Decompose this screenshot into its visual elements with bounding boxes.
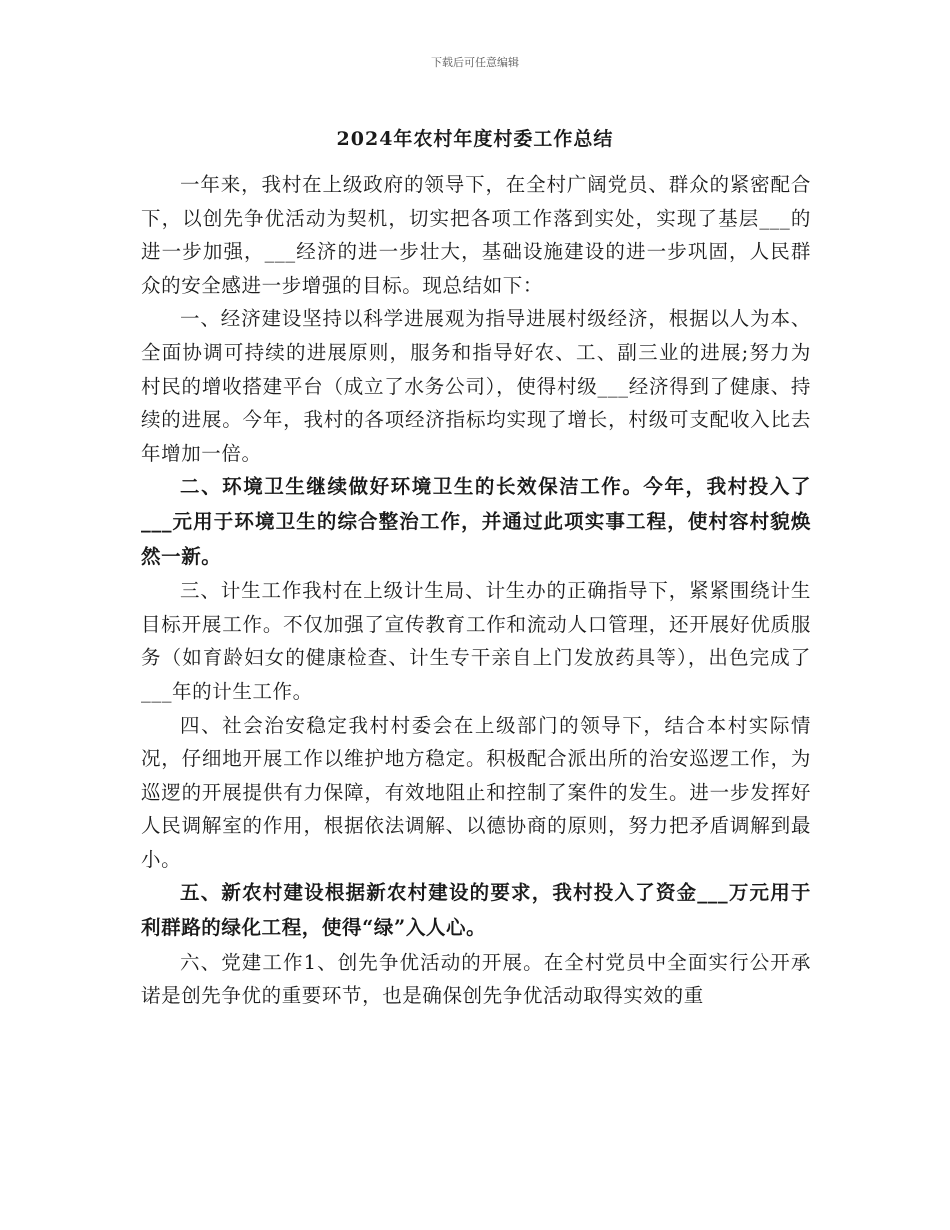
page-header-note: 下载后可任意编辑 bbox=[431, 56, 519, 69]
paragraph-new-countryside: 五、新农村建设根据新农村建设的要求，我村投入了资金___万元用于利群路的绿化工程，使得“绿”入人心。 bbox=[141, 881, 811, 940]
document-title: 2024年农村年度村委工作总结 bbox=[336, 128, 614, 150]
document-body bbox=[141, 168, 811, 1013]
paragraph-public-security: 四、社会治安稳定我村村委会在上级部门的领导下，结合本村实际情况，仔细地开展工作以维护地方稳定。积极配合派出所的治安巡逻工作，为巡逻的开展提供有力保障，有效地阻止和控制了案件的发生。进一步发挥好人民调解室的作用，根据依法调解、以德协商的原则，努力把矛盾调解到最小。 bbox=[141, 713, 811, 871]
paragraph-intro: 一年来，我村在上级政府的领导下，在全村广阔党员、群众的紧密配合下，以创先争优活动为契机，切实把各项工作落到实处，实现了基层___的进一步加强，___经济的进一步壮大，基础设施建设的进一步巩固，人民群众的安全感进一步增强的目标。现总结如下： bbox=[141, 173, 811, 297]
paragraph-party-building: 六、党建工作1、创先争优活动的开展。在全村党员中全面实行公开承诺是创先争优的重要环节，也是确保创先争优活动取得实效的重 bbox=[141, 950, 811, 1008]
paragraph-environment: 二、环境卫生继续做好环境卫生的长效保洁工作。今年，我村投入了___元用于环境卫生的综合整治工作，并通过此项实事工程，使村容村貌焕然一新。 bbox=[141, 475, 811, 568]
paragraph-economy: 一、经济建设坚持以科学进展观为指导进展村级经济，根据以人为本、全面协调可持续的进展原则，服务和指导好农、工、副三业的进展;努力为村民的增收搭建平台（成立了水务公司），使得村级___经济得到了健康、持续的进展。今年，我村的各项经济指标均实现了增长，村级可支配收入比去年增加一倍。 bbox=[141, 307, 811, 465]
paragraph-family-planning: 三、计生工作我村在上级计生局、计生办的正确指导下，紧紧围绕计生目标开展工作。不仅加强了宣传教育工作和流动人口管理，还开展好优质服务（如育龄妇女的健康检查、计生专干亲自上门发放药具等），出色完成了___年的计生工作。 bbox=[141, 579, 811, 703]
